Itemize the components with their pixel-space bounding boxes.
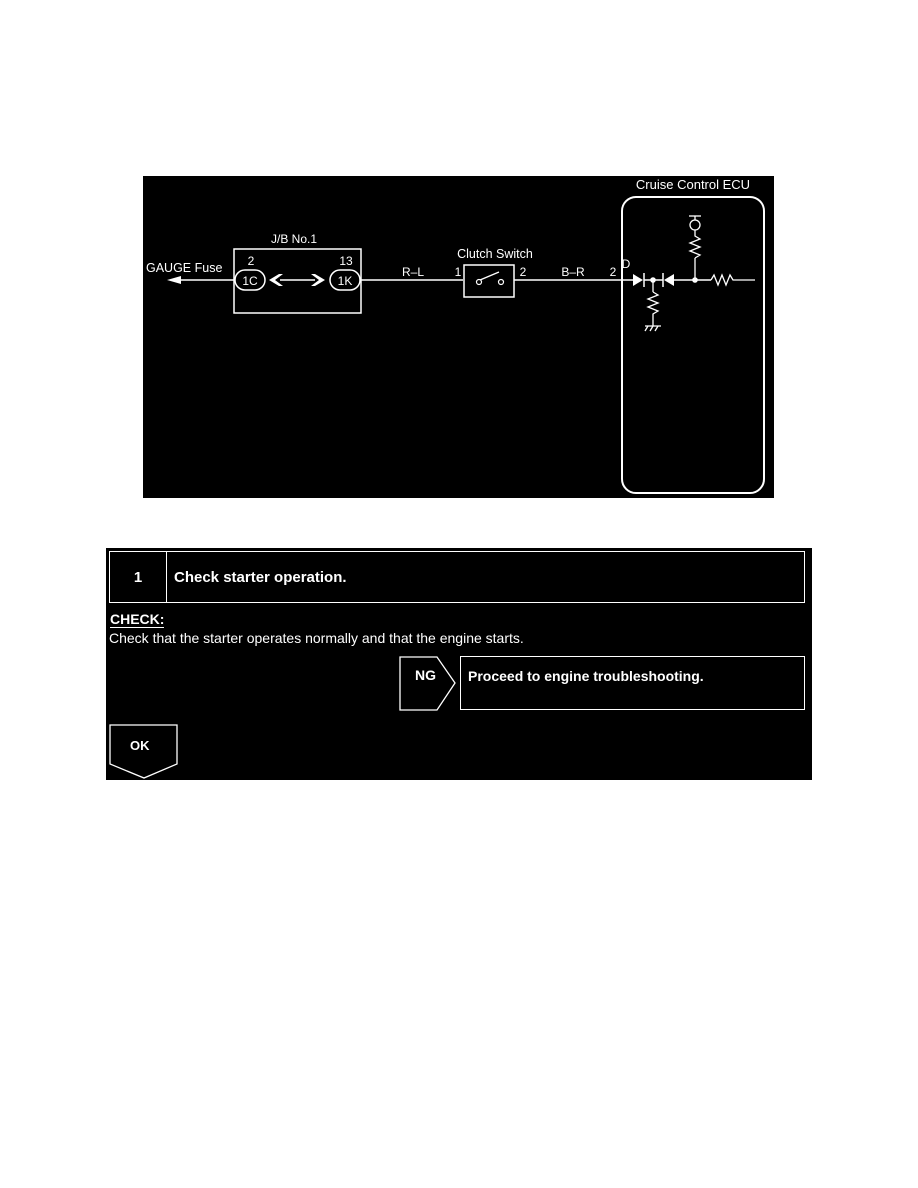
wire-b-r-label: B–R	[561, 265, 585, 279]
step-number: 1	[110, 552, 167, 602]
fuse-label: GAUGE Fuse	[146, 261, 223, 275]
connector-1c-label: 1C	[242, 274, 258, 288]
supply-terminal-icon	[690, 220, 700, 230]
junction-block-label: J/B No.1	[270, 232, 318, 246]
wiring-diagram	[143, 176, 774, 498]
check-text: Check that the starter operates normally and that the engine starts.	[109, 630, 524, 646]
diode-2-icon	[664, 274, 674, 286]
clutch-switch-outline	[464, 265, 514, 297]
wire-r-l-label: R–L	[401, 265, 425, 279]
ng-action-text: Proceed to engine troubleshooting.	[468, 668, 704, 684]
resistor-pullup-icon	[690, 230, 700, 258]
switch-pin-in: 1	[454, 265, 462, 279]
ng-tag-shape	[399, 656, 457, 712]
diode-1-icon	[633, 274, 643, 286]
step-title: Check starter operation.	[174, 568, 347, 586]
ng-action-box	[460, 656, 805, 710]
ecu-terminal: D	[621, 257, 631, 271]
switch-pin-out: 2	[519, 265, 527, 279]
ng-label: NG	[415, 667, 436, 683]
ok-label: OK	[130, 738, 150, 753]
ecu-pin: 2	[609, 265, 617, 279]
jb-pin-right: 13	[339, 254, 353, 268]
clutch-switch-label: Clutch Switch	[457, 247, 533, 261]
jb-pin-left: 2	[247, 254, 255, 268]
connector-1k-label: 1K	[337, 274, 353, 288]
troubleshooting-panel	[106, 548, 812, 780]
check-label: CHECK:	[110, 611, 165, 627]
arrow-left-icon	[167, 276, 181, 284]
resistor-series-icon	[711, 275, 755, 285]
ecu-label: Cruise Control ECU	[635, 177, 751, 192]
resistor-ground-icon	[648, 292, 658, 326]
ground-icon	[645, 326, 661, 331]
step-header	[109, 551, 805, 603]
